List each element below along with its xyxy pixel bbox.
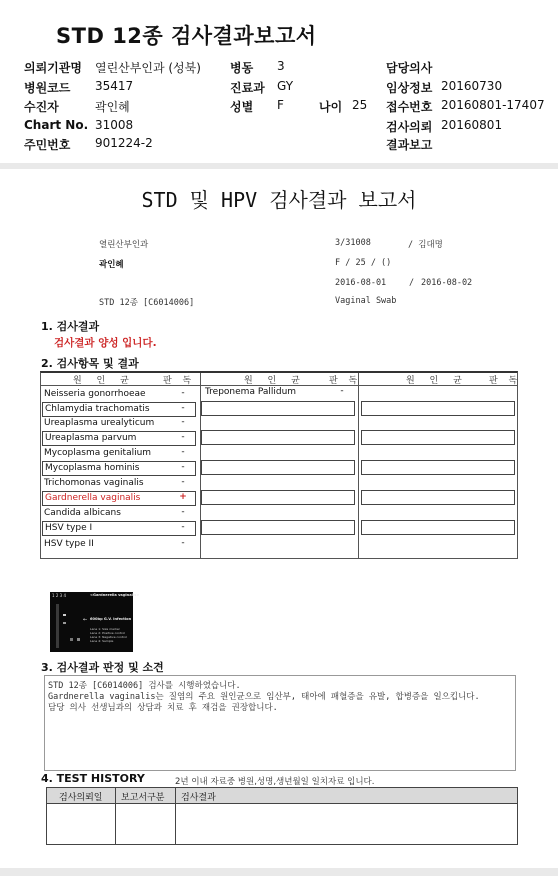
gel-legend-3: Lane 3: Negative control — [90, 635, 127, 639]
report-chart-ref: 3/31008 — [335, 238, 371, 248]
organism-row: HSV type II — [44, 539, 94, 549]
gel-legend-4: Lane 4: Sample — [90, 639, 114, 643]
section1-heading: 1. 검사결과 — [41, 320, 100, 333]
organism-result: - — [181, 538, 185, 548]
organism-result: - — [181, 447, 185, 457]
report-test-name: STD 12종 [C6014006] — [99, 298, 195, 308]
section3-heading: 3. 검사결과 판정 및 소견 — [41, 661, 164, 674]
gel-arrow-label: 600bp G.V. Infection — [90, 617, 132, 621]
label-ward: 병동 — [230, 61, 254, 75]
organism-result: - — [340, 386, 344, 396]
report-date-separator: / — [409, 278, 415, 288]
opinion-line-2: Gardnerella vaginalis는 질염의 주요 원인균으로 임산부, 태아에 패혈증을 유발, 합병증을 일으킵니다. — [48, 692, 480, 702]
section1-result: 검사결과 양성 입니다. — [54, 337, 157, 349]
col-judge-2: 판 독 — [329, 376, 362, 386]
label-hospital-code: 병원코드 — [24, 81, 71, 95]
label-patient: 수진자 — [24, 100, 59, 114]
value-department: GY — [277, 79, 294, 93]
organism-row: Ureaplasma parvum — [42, 431, 196, 446]
value-requesting-org: 열린산부인과 (성북) — [95, 61, 201, 75]
value-sex: F — [277, 98, 284, 112]
gel-legend-2: Lane 2: Positive control — [90, 631, 126, 635]
report-title: STD 및 HPV 검사결과 보고서 — [141, 188, 417, 212]
empty-result-box — [361, 520, 515, 535]
label-resident-no: 주민번호 — [24, 138, 71, 152]
opinion-line-3: 담당 의사 선생님과의 상담과 치료 후 재검을 권장합니다. — [48, 703, 278, 713]
organism-row: Neisseria gonorrhoeae — [44, 389, 146, 399]
empty-result-box — [201, 490, 355, 505]
gel-legend-1: Lane 1: Size marker — [90, 627, 120, 631]
organism-row: Candida albicans — [44, 508, 121, 518]
value-hospital-code: 35417 — [95, 79, 134, 93]
gel-arrow-icon: ← — [83, 617, 88, 623]
label-department: 진료과 — [230, 81, 265, 95]
value-patient: 곽인혜 — [95, 100, 130, 114]
empty-result-box — [361, 490, 515, 505]
organism-row: Ureaplasma urealyticum — [44, 418, 155, 428]
organism-row: HSV type I — [42, 521, 196, 536]
gel-lane-numbers: 1 2 3 4 — [52, 593, 66, 598]
section4-note: 2년 이내 자료중 병원,성명,생년월일 일치자료 입니다. — [175, 777, 375, 787]
value-chart-no: 31008 — [95, 118, 134, 132]
report-specimen: Vaginal Swab — [335, 296, 397, 306]
label-doctor: 담당의사 — [386, 61, 433, 75]
empty-result-box — [361, 460, 515, 475]
organism-row: Chlamydia trachomatis — [42, 402, 196, 417]
empty-result-box — [361, 430, 515, 445]
organism-result: - — [181, 507, 185, 517]
organism-result: - — [181, 462, 185, 472]
gel-title: <Gardnerella vaginalis> — [90, 593, 140, 597]
report-sex-age: F / 25 / () — [335, 258, 392, 268]
label-clinical-info: 임상정보 — [386, 81, 433, 95]
value-receipt-no: 20160801-17407 — [441, 98, 545, 112]
organism-row: Trichomonas vaginalis — [44, 478, 144, 488]
history-col-result: 검사결과 — [181, 793, 216, 803]
label-test-request: 검사의뢰 — [386, 120, 433, 134]
report-doctor: / 김대명 — [408, 240, 443, 250]
label-chart-no: Chart No. — [24, 118, 89, 132]
col-organism-3: 원 인 균 — [406, 376, 468, 386]
report-date-received: 2016-08-01 — [335, 278, 387, 288]
col-organism-2: 원 인 균 — [244, 376, 306, 386]
organism-row: Mycoplasma genitalium — [44, 448, 152, 458]
value-clinical-info: 20160730 — [441, 79, 503, 93]
bottom-divider — [0, 868, 558, 876]
organism-row: Treponema Pallidum — [205, 387, 297, 397]
organism-row-positive: Gardnerella vaginalis — [42, 491, 196, 506]
report-header — [0, 0, 558, 163]
organism-row: Mycoplasma hominis — [42, 461, 196, 476]
report-clinic: 열린산부인과 — [99, 240, 149, 250]
value-ward: 3 — [277, 59, 285, 73]
organism-result: - — [181, 403, 185, 413]
organism-result: - — [181, 477, 185, 487]
organism-result: - — [181, 388, 185, 398]
empty-result-box — [201, 401, 355, 416]
header-title: STD 12종 검사결과보고서 — [56, 24, 317, 48]
organism-result: - — [181, 522, 185, 532]
history-col-report-type: 보고서구분 — [121, 793, 165, 803]
organism-result: - — [181, 432, 185, 442]
label-result-report: 결과보고 — [386, 138, 433, 152]
col-judge-3: 판 독 — [489, 376, 522, 386]
label-receipt-no: 접수번호 — [386, 100, 433, 114]
empty-result-box — [201, 460, 355, 475]
empty-result-box — [361, 401, 515, 416]
empty-result-box — [201, 430, 355, 445]
gel-electrophoresis-image — [50, 592, 140, 652]
empty-result-box — [201, 520, 355, 535]
value-age: 25 — [352, 98, 368, 112]
report-date-reported: 2016-08-02 — [421, 278, 473, 288]
history-col-request-date: 검사의뢰일 — [59, 793, 103, 803]
report-patient: 곽인혜 — [99, 260, 124, 270]
section4-heading: 4. TEST HISTORY — [41, 772, 145, 785]
value-resident-no: 901224-2 — [95, 136, 153, 150]
opinion-line-1: STD 12종 [C6014006] 검사를 시행하였습니다. — [48, 681, 241, 691]
col-organism-1: 원 인 균 — [73, 376, 135, 386]
test-history-table — [46, 787, 518, 845]
label-age: 나이 — [319, 100, 343, 114]
label-requesting-org: 의뢰기관명 — [24, 61, 82, 75]
section2-heading: 2. 검사항목 및 결과 — [41, 357, 139, 370]
organism-result: - — [181, 417, 185, 427]
organism-result-positive: + — [179, 492, 187, 502]
value-test-request: 20160801 — [441, 118, 503, 132]
col-judge-1: 판 독 — [163, 376, 196, 386]
label-sex: 성별 — [230, 100, 254, 114]
